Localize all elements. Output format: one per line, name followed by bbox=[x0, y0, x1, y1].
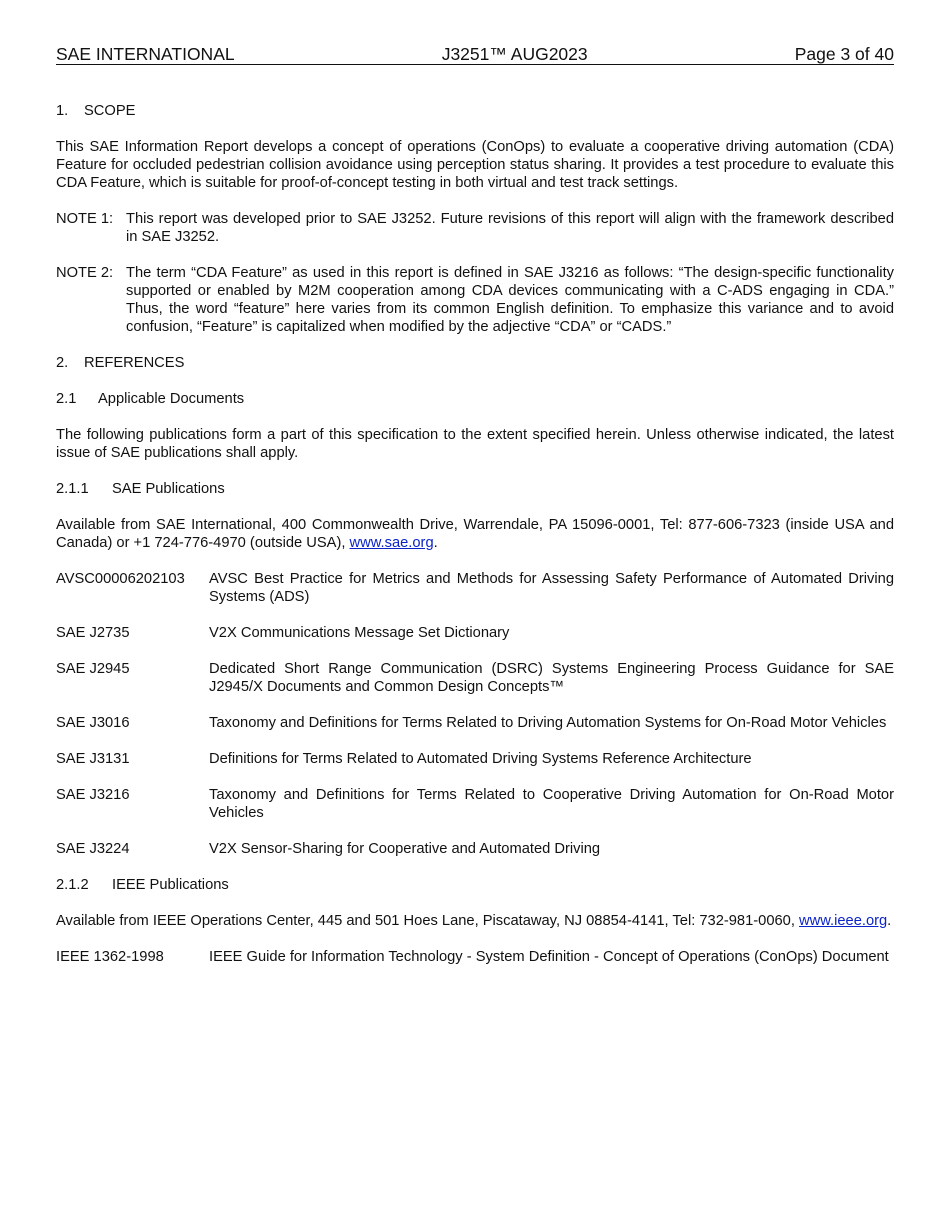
period: . bbox=[887, 913, 892, 929]
header-doc-id: J3251™ AUG2023 bbox=[441, 44, 588, 64]
note-2 bbox=[56, 264, 894, 336]
reference-title: Taxonomy and Definitions for Terms Related to Cooperative Driving Automation for On-Road Motor Vehicles bbox=[209, 787, 894, 821]
header-page-number: Page 3 of 40 bbox=[794, 44, 894, 64]
header-org: SAE INTERNATIONAL bbox=[56, 44, 235, 64]
subsection-number: 2.1.2 bbox=[56, 877, 89, 893]
note-label: NOTE 2: bbox=[56, 265, 114, 281]
subsection-title: Applicable Documents bbox=[98, 391, 245, 407]
reference-item bbox=[56, 948, 894, 966]
subsection-number: 2.1.1 bbox=[56, 481, 89, 497]
reference-code: SAE J3131 bbox=[56, 751, 130, 767]
section-title: SCOPE bbox=[84, 103, 136, 119]
reference-code: AVSC00006202103 bbox=[56, 571, 185, 587]
reference-code: SAE J3216 bbox=[56, 787, 130, 803]
subsection-title: IEEE Publications bbox=[112, 877, 229, 893]
reference-code: IEEE 1362-1998 bbox=[56, 949, 164, 965]
reference-code: SAE J3016 bbox=[56, 715, 130, 731]
reference-code: SAE J3224 bbox=[56, 841, 130, 857]
reference-code: SAE J2945 bbox=[56, 661, 130, 677]
section-title: REFERENCES bbox=[84, 355, 185, 371]
ieee-website-link[interactable]: www.ieee.org bbox=[799, 913, 888, 929]
reference-code: SAE J2735 bbox=[56, 625, 130, 641]
applicable-paragraph: The following publications form a part of this specification to the extent specified herein. Unless otherwise indicated, the latest issue of SAE publications shall apply. bbox=[56, 427, 894, 461]
reference-item bbox=[56, 624, 894, 642]
reference-item bbox=[56, 840, 894, 858]
section-number: 2. bbox=[56, 355, 69, 371]
subsection-applicable-heading bbox=[56, 390, 894, 408]
reference-title: V2X Sensor-Sharing for Cooperative and Automated Driving bbox=[209, 841, 601, 857]
note-text: The term “CDA Feature” as used in this report is defined in SAE J3216 as follows: “The design-specific functionality supported or enabled by M2M cooperation among CDA devices communicating with a C-ADS engaging in CDA.” Thus, the word “feature” here varies from its common English definition. To emphasize this variance and to avoid confusion, “Feature” is capitalized when modified by the adjective “CDA” or “CADS.” bbox=[126, 265, 894, 335]
ieee-availability-paragraph bbox=[56, 912, 894, 930]
subsection-number: 2.1 bbox=[56, 391, 77, 407]
reference-title: Definitions for Terms Related to Automated Driving Systems Reference Architecture bbox=[209, 751, 752, 767]
sae-availability-text: Available from SAE International, 400 Commonwealth Drive, Warrendale, PA 15096-0001, Tel: 877-606-7323 (inside USA and Canada) or +1 724-776-4970 (outside USA), bbox=[56, 517, 894, 551]
document-page bbox=[56, 44, 894, 966]
reference-item bbox=[56, 714, 894, 732]
page-header bbox=[56, 44, 894, 65]
sae-availability-paragraph bbox=[56, 516, 894, 552]
subsection-ieee-heading bbox=[56, 876, 894, 894]
period: . bbox=[433, 535, 438, 551]
sae-website-link[interactable]: www.sae.org bbox=[349, 535, 434, 551]
section-references-heading bbox=[56, 354, 894, 372]
reference-title: Dedicated Short Range Communication (DSRC) Systems Engineering Process Guidance for SAE J2945/X Documents and Common Design Concepts™ bbox=[209, 661, 894, 695]
ieee-availability-text: Available from IEEE Operations Center, 445 and 501 Hoes Lane, Piscataway, NJ 08854-4141, Tel: 732-981-0060, bbox=[56, 913, 799, 929]
note-text: This report was developed prior to SAE J3252. Future revisions of this report will align with the framework described in SAE J3252. bbox=[126, 211, 894, 245]
subsection-title: SAE Publications bbox=[112, 481, 225, 497]
reference-title: AVSC Best Practice for Metrics and Methods for Assessing Safety Performance of Automated Driving Systems (ADS) bbox=[209, 571, 894, 605]
section-number: 1. bbox=[56, 103, 69, 119]
reference-item bbox=[56, 750, 894, 768]
reference-title: V2X Communications Message Set Dictionary bbox=[209, 625, 510, 641]
reference-item bbox=[56, 570, 894, 606]
note-1 bbox=[56, 210, 894, 246]
reference-item bbox=[56, 660, 894, 696]
scope-paragraph: This SAE Information Report develops a concept of operations (ConOps) to evaluate a cooperative driving automation (CDA) Feature for occluded pedestrian collision avoidance using perception status sharing. It provides a test procedure to evaluate this CDA Feature, which is suitable for proof-of-concept testing in both virtual and test track settings. bbox=[56, 139, 894, 191]
reference-title: Taxonomy and Definitions for Terms Related to Driving Automation Systems for On-Road Motor Vehicles bbox=[209, 715, 887, 731]
note-label: NOTE 1: bbox=[56, 211, 114, 227]
reference-item bbox=[56, 786, 894, 822]
section-scope-heading bbox=[56, 102, 894, 120]
subsection-sae-heading bbox=[56, 480, 894, 498]
reference-title: IEEE Guide for Information Technology - System Definition - Concept of Operations (ConOps) Document bbox=[209, 949, 889, 965]
